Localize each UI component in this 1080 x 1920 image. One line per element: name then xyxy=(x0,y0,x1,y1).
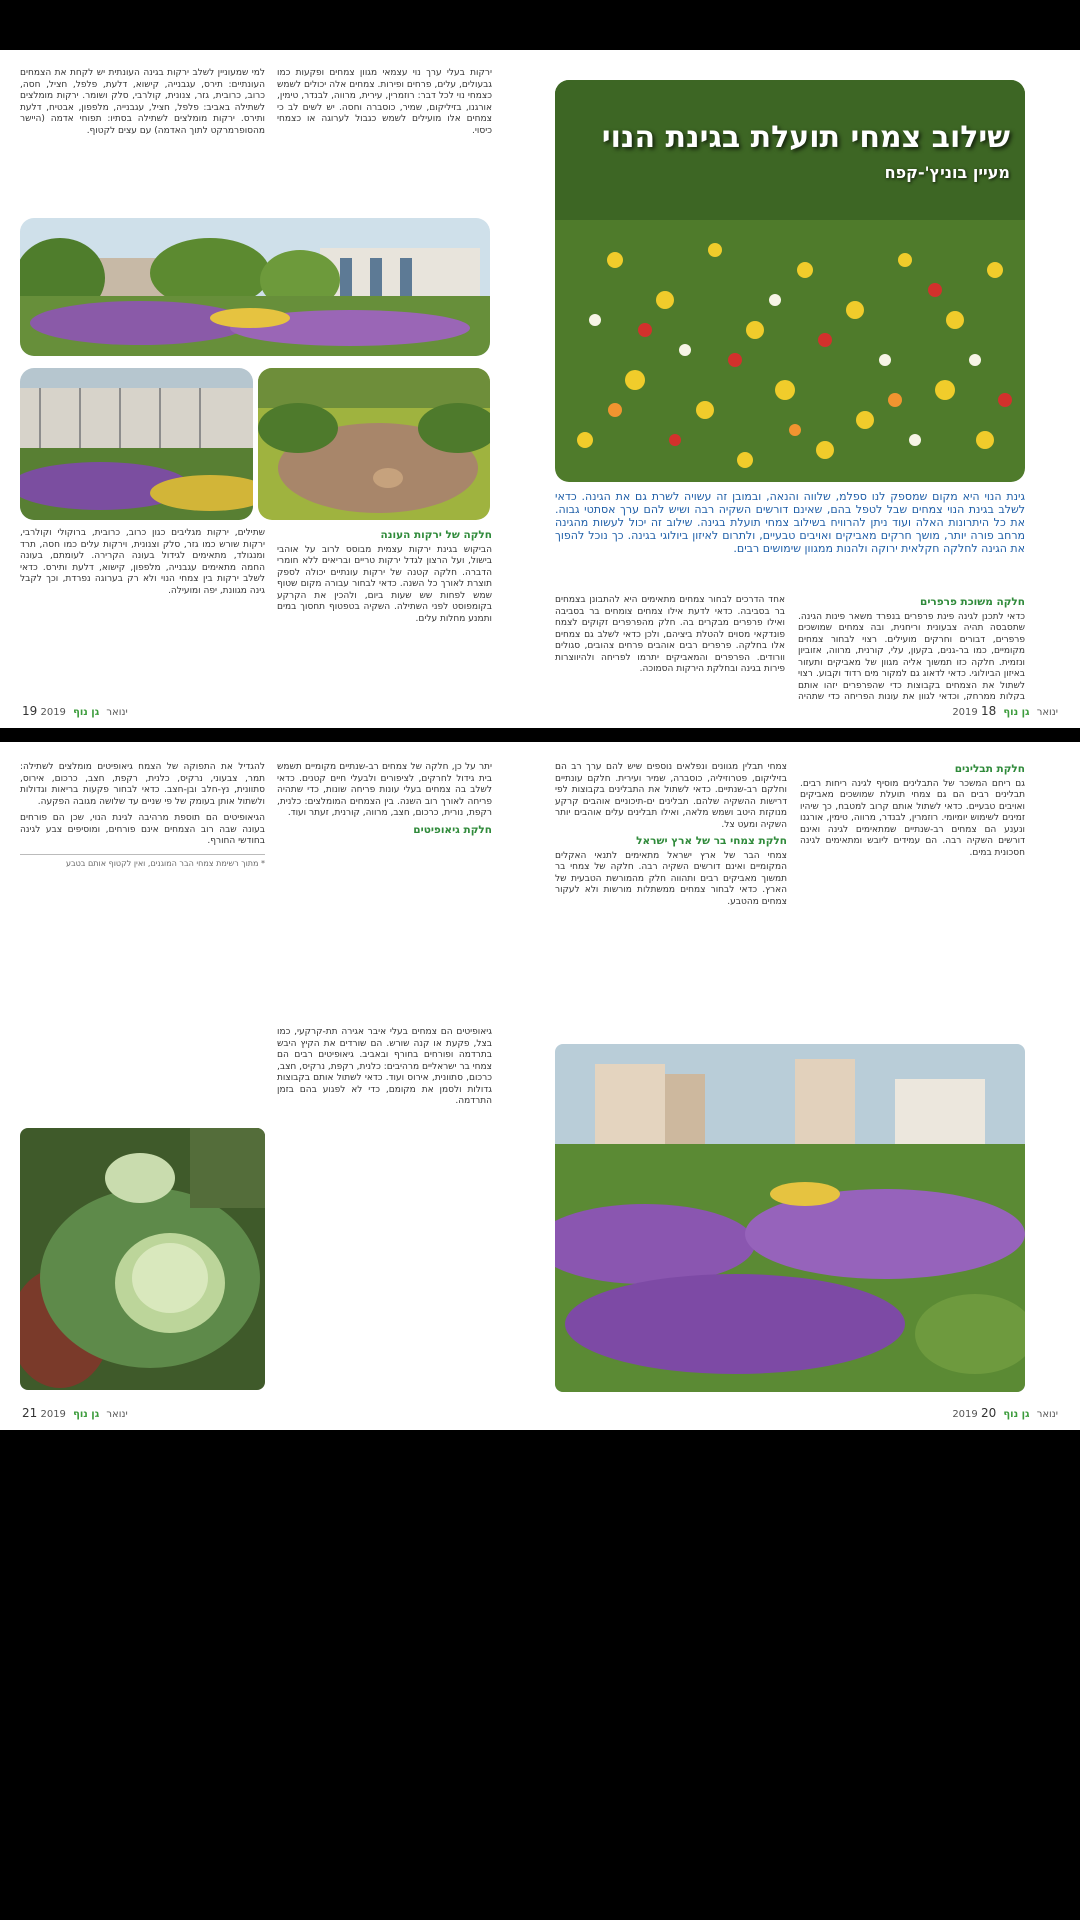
page-21 xyxy=(0,742,540,1430)
bottom-spread xyxy=(0,742,1080,1430)
issue-date: 2019 ינואר xyxy=(952,1409,1058,1420)
text-column xyxy=(277,68,492,198)
text-column xyxy=(20,528,265,698)
article-intro: גינת הנוי היא מקום שמספק לנו ספלמ, שלווה והנאה, ובמובן זה עשויה לשרת גם את הגינה. כדאי לשלב בגינת הנוי צמחים שבל לטפל בהם, שאינם דורשים השקיה רבה ושיש להם ערך אסתטי גבוה. את כל היתרונות האלה ועוד ניתן להרוויח בשילוב צמחי תועלת בגינה. שילוב זה יכול לעשות מהגינה מרחב פורה יותר, מושך חרקים מאביקים ואויבים טבעיים, ולתרום לאיזון ביולוגי בגינה. כך נוכל להפוך את הגינה לחלקה חקלאית ירוקה ולהנות ממגוון שימושים רבים. xyxy=(555,490,1025,555)
garden-photo-soil xyxy=(258,368,490,520)
paragraph: שתילים, ירקות מגליבים כגון כרוב, כרובית, ברוקולי וקולרבי, ירקות שורש כמו גזר, סלק וצנונית, וירקות עלים כמו חסה, תרד ומנגולד, מתאימים לגידול בעונה הקרירה. לעומתם, בעונה החמה מתאימים עגבנייה, מלפפון, קישוא, דלעת ותירס. כדאי לשלב ירקות בין צמחי הנוי ולא רק בערוגה נפרדת, וכך לקבל גינה מגוונת, יפה ומועילה. xyxy=(20,528,265,596)
text-column xyxy=(20,68,265,198)
page-number: 19 xyxy=(22,704,38,718)
text-column xyxy=(277,1027,492,1387)
paragraph: צמחי תבלין מגוונים ונפלאים נוספים שיש להם ערך רב הם בזיליקום, פטרוזיליה, כוסברה, שמיר ועירית. חלקם עונתיים וחלקם רב-שנתיים. כדאי לשתול את התבלינים בקבוצות לפי דרישות ההשקיה שלהם. תבלינים ים-תיכוניים אוהבים קרקע מנוקזת היטב ושמש מלאה, ואילו תבלינים עלים אוהבים יותר השקיה ומעט צל. xyxy=(555,762,787,830)
paragraph: גיאופיטים הם צמחים בעלי איבר אגירה תת-קרקעי, כמו בצל, פקעת או קנה שורש. הם שורדים את הקיץ היבש בתרדמה ופורחים בחורף ובאביב. גיאופיטים רבים הם צמחי בר ישראליים מרהיבים: כלנית, רקפת, נרקיס, חצב, כרכום, סתוונית, אירוס ועוד. כדאי לשתול אותם בקבוצות גדולות ולסמן את מקומם, כדי לא לפגוע בהם בזמן התרדמה. xyxy=(277,1027,492,1106)
page-folio xyxy=(952,704,1058,718)
section-heading: חלקת תבלינים xyxy=(954,763,1025,775)
paragraph: הביקוש בגינת ירקות עצמית מבוסס לרוב על אוהבי בישול, ועל הרצון לגדל ירקות טריים ובריאים ללא חומרי הדברה. חלקה קטנה של ירקות עונתיים יכולה לספק תוצרת לאורך כל השנה. כדאי לבחור עבורה מקום שטוף שמש לפחות שש שעות ביום, ולהכין את הקרקע בקומפוסט לפני השתילה. השקיה בטפטוף תחסוך במים ותמנע מחלות עלים. xyxy=(277,544,492,624)
footnote: * מתוך רשימת צמחי הבר המוגנים, ואין לקטוף אותם בטבע xyxy=(20,854,265,870)
page-folio xyxy=(952,1406,1058,1420)
page-number: 21 xyxy=(22,1406,38,1420)
text-column xyxy=(555,595,785,700)
page-20 xyxy=(540,742,1080,1430)
page-number: 18 xyxy=(980,704,997,718)
text-column xyxy=(555,762,787,1052)
section-heading: חלקה של ירקות העונה xyxy=(380,529,492,541)
article-title-block xyxy=(602,120,1010,182)
text-column xyxy=(800,762,1025,1052)
text-column xyxy=(20,762,265,1062)
page-folio xyxy=(22,1406,128,1420)
paragraph: למי שמעוניין לשלב ירקות בגינה העונתית יש לקחת את הצמחים העונתיים: תירס, עגבנייה, קישוא, דלעת, פלפל, חציל, חסה, כרוב, כרובית, גזר, צנונית, קולרבי, סלק ושומר. ירקות מומלצים לשתילה באביב: פלפל, חציל, עגבנייה, מלפפון, אבטיח, דלעת ותירס. ירקות מומלצים לשתילה בסתיו: תפוחי אדמה (היישר מהסופרמרקט לתוך האדמה) עם עצים לקטוף. xyxy=(20,68,265,136)
magazine-name: גן נוף xyxy=(1003,707,1030,718)
paragraph: גם ריחם המשכר של התבלינים מוסיף לגינה ריחות רבים. תבלינים רבים הם גם צמחי תועלת שמושכים מאביקים ואויבים טבעיים. כדאי לשתול אותם קרוב למטבח, כך שיהיו זמינים לשימוש יומיומי. רוזמרין, לבנדר, מרווה, טימין, אורגנו ונענע הם צמחים רב-שנתיים שמתאימים לגינה ואינם דורשים השקיה רבה. הם עמידים ליובש ומתאימים לגינה חסכונית במים. xyxy=(800,778,1025,858)
paragraph: יתר על כן, חלקה של צמחים רב-שנתיים מקומיים תשמש בית גידול לחרקים, לציפורים ולבעלי חיים קטנים. כדאי לשלב בה צמחים בעלי עונות פריחה שונות, כדי שתהיה פריחה לאורך רוב השנה. בין הצמחים המומלצים: כלנית, רקפת, נורית, כרכום, חצב, מרווה, קורנית, זעתר ועוד. xyxy=(277,762,492,818)
top-spread xyxy=(0,50,1080,728)
issue-date: 2019 ינואר xyxy=(40,707,128,718)
section-heading: חלקת צמחי בר של ארץ ישראל xyxy=(636,835,787,847)
text-column xyxy=(277,528,492,698)
garden-photo-wide xyxy=(20,218,490,356)
issue-date: 2019 ינואר xyxy=(40,1409,128,1420)
section-heading: חלקה משוכת פרפרים xyxy=(920,596,1025,608)
magazine-name: גן נוף xyxy=(73,707,100,718)
text-column xyxy=(798,595,1025,700)
paragraph: צמחי הבר של ארץ ישראל מתאימים לתנאי האקלים המקומיים ואינם דורשים השקיה רבה. חלקה של צמחי בר תמשוך מאביקים רבים ותהווה חלק מהמורשת הטבעית של הארץ. כדאי לבחור צמחים ממשתלות מורשות ולא לעקור צמחים מהטבע. xyxy=(555,850,787,907)
section-heading: חלקת גיאופיטים xyxy=(413,823,492,836)
page-number: 20 xyxy=(980,1406,997,1420)
meadow-photo xyxy=(555,1044,1025,1392)
text-column xyxy=(277,762,492,1022)
garden-photo-fence xyxy=(20,368,253,520)
article-author: מעיין בוניץ'-קפח xyxy=(884,163,1010,182)
article-title: שילוב צמחי תועלת בגינת הנוי xyxy=(601,120,1010,155)
issue-date: 2019 ינואר xyxy=(952,707,1058,718)
magazine-name: גן נוף xyxy=(1003,1409,1030,1420)
paragraph: כדאי לתכנן לגינה פינת פרפרים בנפרד משאר פינות הגינה. שתסבסה תהיה צבעונית וריחנית, ובה צמחים שמושכים פרפרים, דבורים וחרקים מועילים. רצוי לבחור צמחים מקומיים, כמו בר-גנים, בקעון, עלי, קורנית, מרווה, אזוביון ונזמית. חלקה כזו תמשוך אליה מגוון של מאביקים ותעזור באיזון הביולוגי. כדאי לדאוג גם למקור מים רדוד וקבוע. רצוי לשתול את הצמחים בקבוצות כדי שהפרפרים יזהו אותם בקלות ממרחק, וכדאי לגוון את עונות הפריחה כדי שתהיה xyxy=(798,611,1025,700)
paragraph: ירקות בעלי ערך נוי עצמאי מגוון צמחים ופקעות כמו גבעולים, עלים, פרחים ופירות. צמחים אלה יכולים לשמש כצמחי נוי לכל דבר: רוזמרין, עירית, מרווה, לבנדר, טימין, אורגנו, בזיליקום, שמיר, כוסברה וחסה. יש לשים לב כי צמחים אלו מועילים לשמש כגבול לערוגה או כצמחי כיסוי. xyxy=(277,68,492,136)
page-18 xyxy=(540,50,1080,728)
page-19 xyxy=(0,50,540,728)
paragraph: הגיאופיטים הם תוספת מרהיבה לגינת הנוי, שכן הם פורחים בעונה שבה רוב הצמחים אינם פורחים, ומוסיפים צבע לגינה בחודשי החורף. xyxy=(20,813,265,846)
cabbage-photo xyxy=(20,1128,265,1390)
page-folio xyxy=(22,704,128,718)
magazine-name: גן נוף xyxy=(73,1409,100,1420)
paragraph: אחד הדרכים לבחור צמחים מתאימים היא להתבונן בצמחים בר בסביבה. כדאי לדעת אילו צמחים צומחים בר בסביבה ואילו פרפרים מבקרים בה. חלק מהפרפרים זקוקים לצמח פונדקאי מסוים להטלת ביציהם, ולכן כדאי לשלב גם צמחים אלו בחלקה. פרפרים רבים אוהבים פרחים צהובים, סגולים וורודים. הפרפרים והמאביקים יתרמו לפריחה ולהיווצרות פירות בגינה ובחלקת הירקות הסמוכה. xyxy=(555,595,785,674)
paragraph: להגדיל את התפוקה של הצמח גיאופיטים מומלצים לשתילה: תמר, צבעוני, נרקיס, כלנית, רקפת, חצב, כרכום, אירוס, סתוונית, נץ-חלב ובן-חצב. כדאי לבחור פקעות בריאות וגדולות ולשתול אותן בעומק של פי שניים עד שלושה מגובה הפקעה. xyxy=(20,762,265,807)
